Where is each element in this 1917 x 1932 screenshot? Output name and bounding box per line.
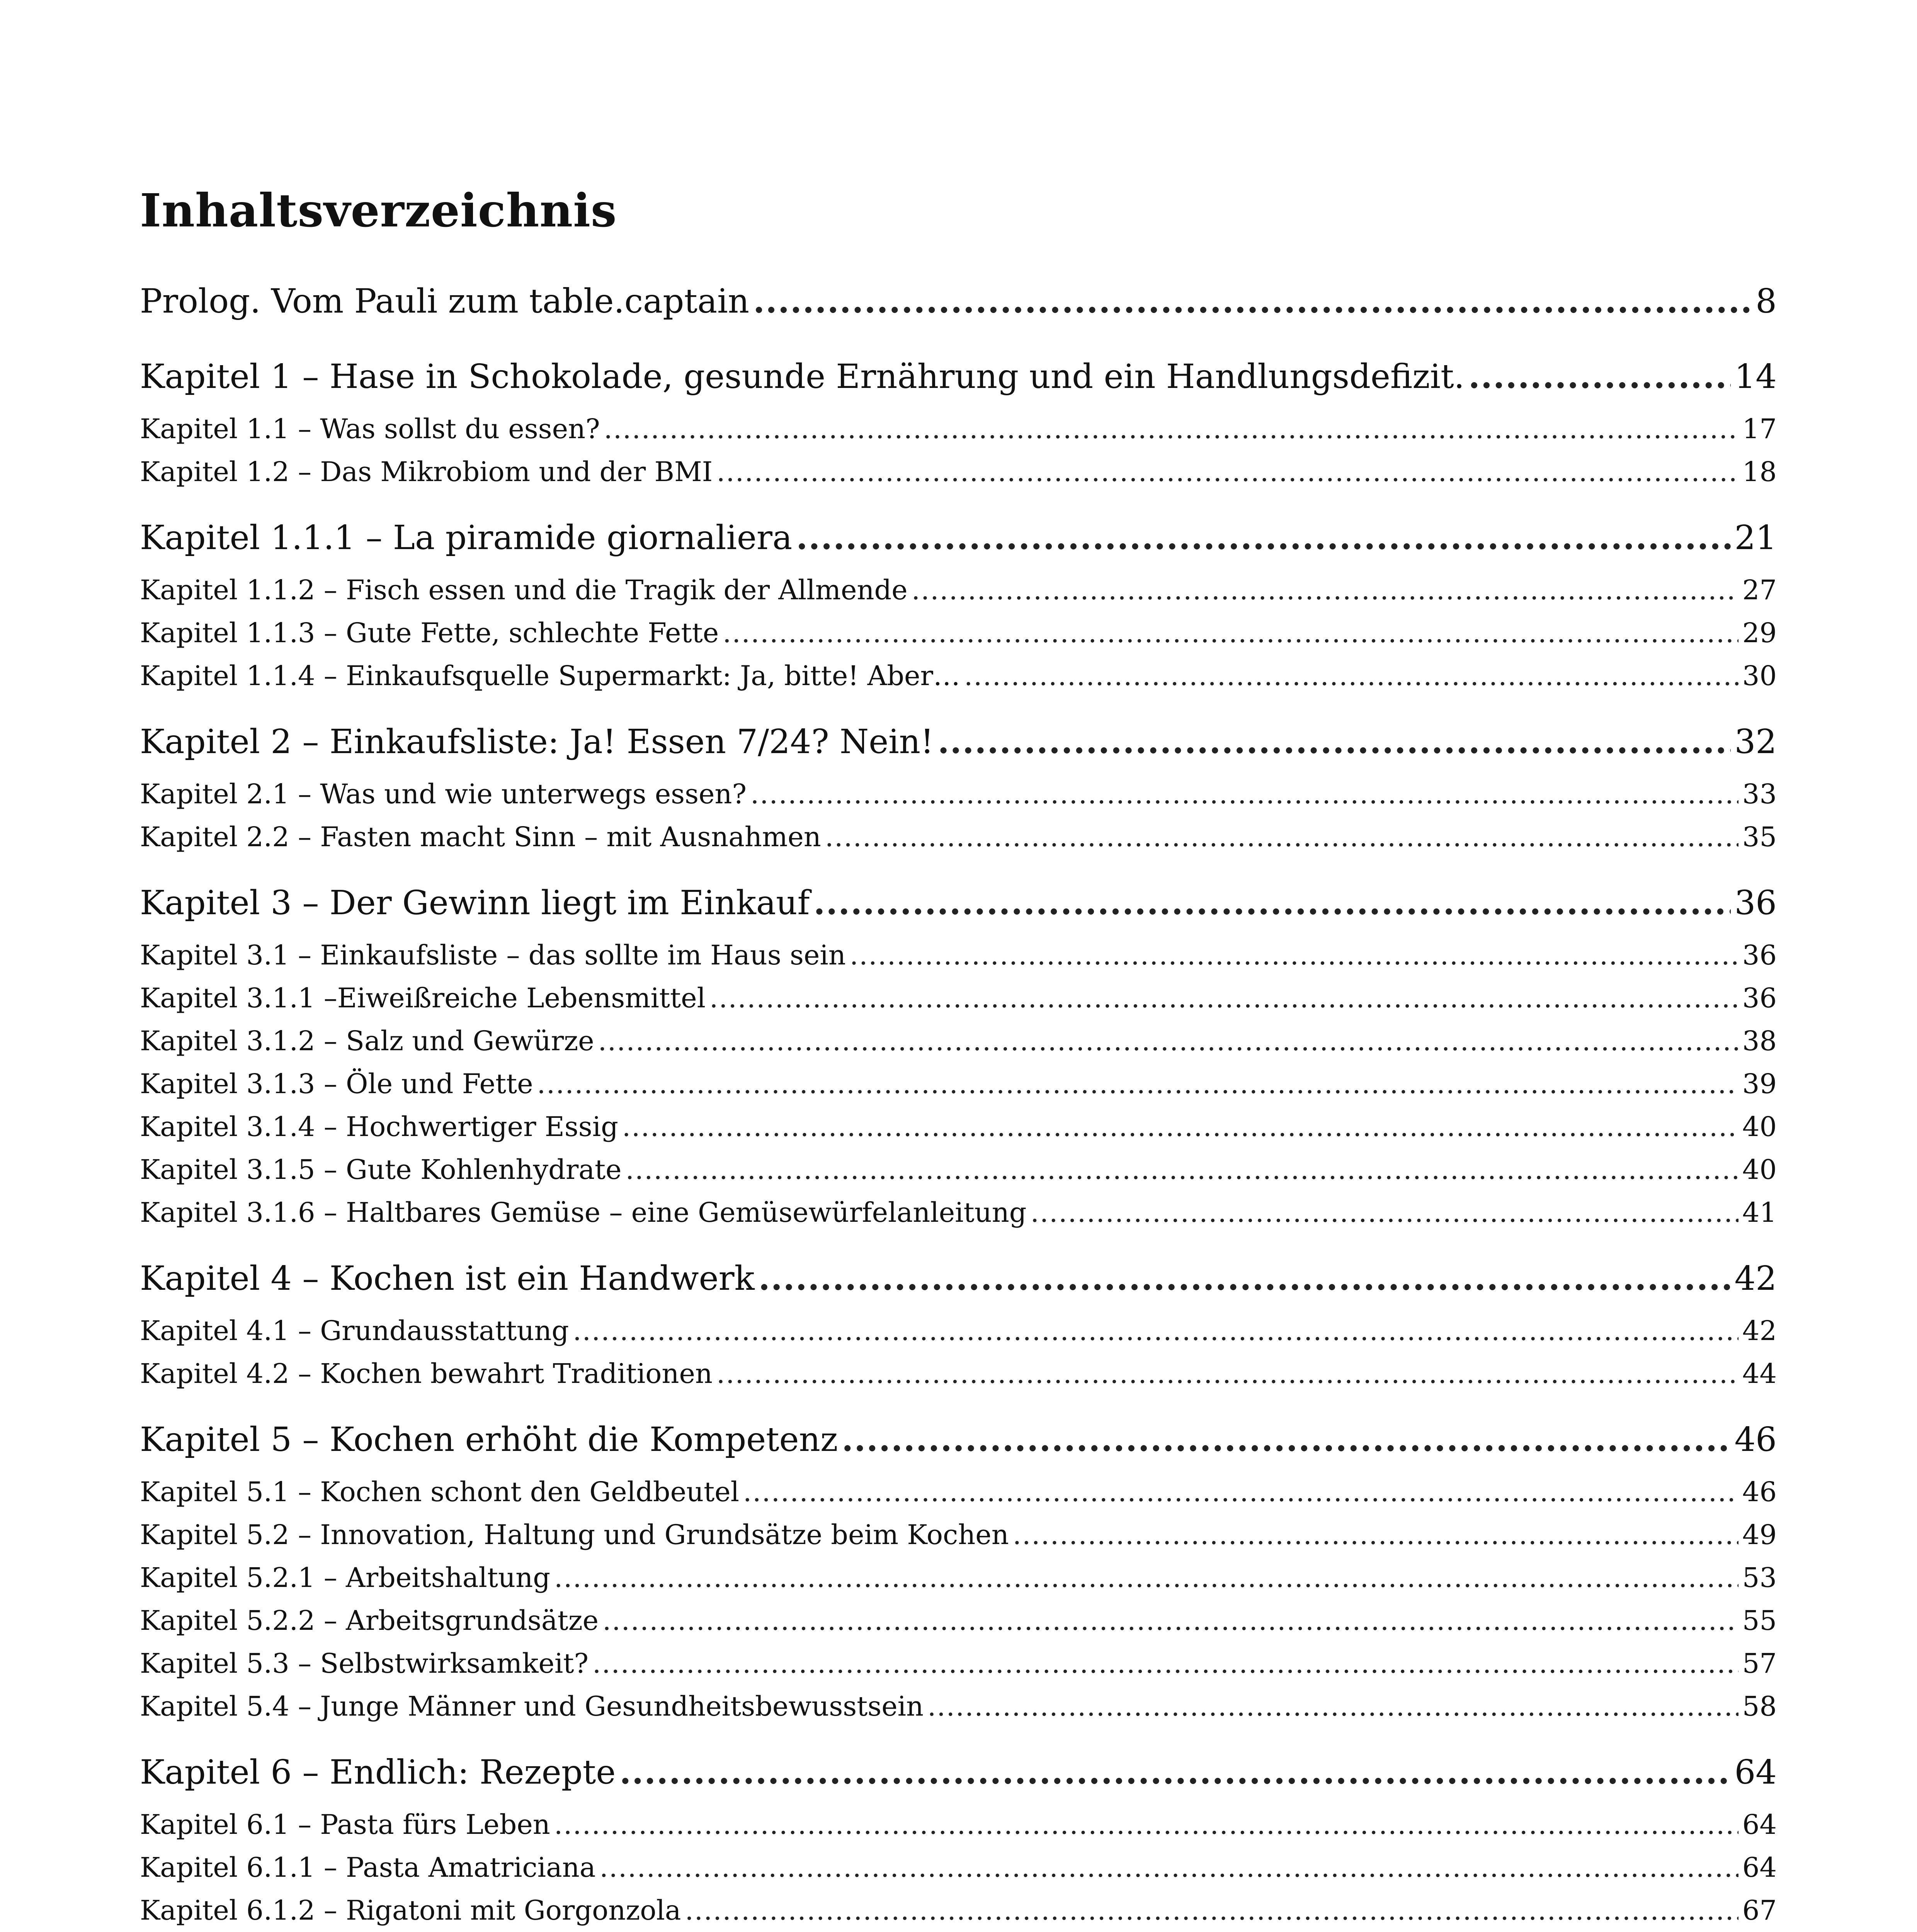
dot-leader xyxy=(622,1105,1738,1148)
toc-entry-page-number: 41 xyxy=(1742,1197,1777,1228)
toc-section-entry[interactable] xyxy=(140,1846,1777,1889)
toc-entry-page-number: 21 xyxy=(1734,519,1777,557)
toc-entry-page-number: 36 xyxy=(1734,884,1777,922)
toc-entry-label: Kapitel 5.4 – Junge Männer und Gesundheitsbewusstsein xyxy=(140,1690,924,1722)
toc-group xyxy=(140,872,1777,1234)
toc-entry-page-number: 32 xyxy=(1734,723,1777,761)
toc-group xyxy=(140,346,1777,493)
toc-section-entry[interactable] xyxy=(140,1642,1777,1685)
toc-section-entry[interactable] xyxy=(140,977,1777,1020)
toc-entry-page-number: 33 xyxy=(1742,778,1777,810)
toc-entry-label: Kapitel 1 – Hase in Schokolade, gesunde Ernährung und ein Handlungsdefizit. xyxy=(140,357,1465,396)
toc-entry-label: Kapitel 6.1.2 – Rigatoni mit Gorgonzola xyxy=(140,1895,681,1926)
dot-leader xyxy=(592,1642,1738,1685)
toc-entry-page-number: 67 xyxy=(1742,1895,1777,1926)
toc-entry-label: Kapitel 3.1.6 – Haltbares Gemüse – eine Gemüsewürfelanleitung xyxy=(140,1197,1027,1228)
page-title: Inhaltsverzeichnis xyxy=(140,184,617,237)
toc-section-entry[interactable] xyxy=(140,1685,1777,1728)
toc-section-entry[interactable] xyxy=(140,1020,1777,1063)
toc-entry-page-number: 8 xyxy=(1755,282,1777,321)
toc-entry-label: Kapitel 5.3 – Selbstwirksamkeit? xyxy=(140,1648,589,1679)
toc-section-entry[interactable] xyxy=(140,1803,1777,1846)
dot-leader xyxy=(716,1352,1738,1395)
toc-chapter-entry[interactable] xyxy=(140,711,1777,773)
dot-leader xyxy=(685,1889,1738,1932)
toc-entry-page-number: 18 xyxy=(1742,456,1777,488)
toc-section-entry[interactable] xyxy=(140,1310,1777,1352)
dot-leader xyxy=(1013,1514,1738,1556)
toc-entry-label: Kapitel 3 – Der Gewinn liegt im Einkauf xyxy=(140,884,810,922)
toc-entry-page-number: 38 xyxy=(1742,1025,1777,1057)
dot-leader xyxy=(723,612,1738,655)
dot-leader xyxy=(598,1020,1738,1063)
toc-entry-label: Kapitel 1.1 – Was sollst du essen? xyxy=(140,413,600,445)
toc-section-entry[interactable] xyxy=(140,655,1777,697)
toc-section-entry[interactable] xyxy=(140,408,1777,451)
toc-entry-page-number: 46 xyxy=(1742,1476,1777,1508)
toc-entry-page-number: 42 xyxy=(1734,1259,1777,1298)
toc-entry-label: Kapitel 3.1.3 – Öle und Fette xyxy=(140,1068,533,1100)
toc-entry-page-number: 64 xyxy=(1742,1809,1777,1840)
dot-leader xyxy=(743,1471,1738,1514)
toc-entry-label: Kapitel 1.1.2 – Fisch essen und die Tragik der Allmende xyxy=(140,574,908,606)
toc-entry-page-number: 27 xyxy=(1742,574,1777,606)
toc-section-entry[interactable] xyxy=(140,1352,1777,1395)
toc-entry-page-number: 64 xyxy=(1734,1753,1777,1792)
dot-leader xyxy=(796,507,1730,569)
dot-leader xyxy=(842,1409,1730,1471)
toc-entry-page-number: 36 xyxy=(1742,982,1777,1014)
toc-entry-label: Kapitel 5.1 – Kochen schont den Geldbeutel xyxy=(140,1476,740,1508)
dot-leader xyxy=(604,408,1738,451)
toc-entry-label: Kapitel 6 – Endlich: Rezepte xyxy=(140,1753,616,1792)
dot-leader xyxy=(750,773,1738,816)
toc-section-entry[interactable] xyxy=(140,1514,1777,1556)
toc-group xyxy=(140,270,1777,332)
dot-leader xyxy=(927,1685,1738,1728)
toc-section-entry[interactable] xyxy=(140,1471,1777,1514)
toc-section-entry[interactable] xyxy=(140,1063,1777,1105)
dot-leader xyxy=(554,1556,1738,1599)
toc-section-entry[interactable] xyxy=(140,451,1777,493)
toc-chapter-entry[interactable] xyxy=(140,1248,1777,1310)
dot-leader xyxy=(619,1742,1730,1803)
toc-entry-page-number: 30 xyxy=(1742,660,1777,692)
toc-entry-page-number: 17 xyxy=(1742,413,1777,445)
toc-chapter-entry[interactable] xyxy=(140,1409,1777,1471)
toc-entry-label: Kapitel 1.1.1 – La piramide giornaliera xyxy=(140,519,793,557)
dot-leader xyxy=(825,816,1738,859)
toc-entry-label: Kapitel 2 – Einkaufsliste: Ja! Essen 7/24? Nein! xyxy=(140,723,934,761)
toc-group xyxy=(140,1409,1777,1728)
toc-entry-page-number: 29 xyxy=(1742,617,1777,649)
toc-entry-label: Kapitel 3.1.5 – Gute Kohlenhydrate xyxy=(140,1154,622,1185)
toc-entry-page-number: 44 xyxy=(1742,1358,1777,1389)
toc-section-entry[interactable] xyxy=(140,934,1777,977)
toc-section-entry[interactable] xyxy=(140,1556,1777,1599)
toc-section-entry[interactable] xyxy=(140,773,1777,816)
dot-leader xyxy=(850,934,1738,977)
toc-entry-page-number: 64 xyxy=(1742,1852,1777,1883)
toc-entry-label: Kapitel 4.2 – Kochen bewahrt Traditionen xyxy=(140,1358,713,1389)
toc-entry-label: Kapitel 2.1 – Was und wie unterwegs essen? xyxy=(140,778,747,810)
toc-entry-label: Kapitel 5.2 – Innovation, Haltung und Grundsätze beim Kochen xyxy=(140,1519,1009,1551)
toc-entry-label: Kapitel 3.1.1 –Eiweißreiche Lebensmittel xyxy=(140,982,706,1014)
toc-entry-page-number: 58 xyxy=(1742,1690,1777,1722)
table-of-contents xyxy=(140,270,1777,1932)
toc-entry-page-number: 40 xyxy=(1742,1154,1777,1185)
dot-leader xyxy=(602,1599,1738,1642)
toc-entry-page-number: 57 xyxy=(1742,1648,1777,1679)
toc-entry-page-number: 46 xyxy=(1734,1420,1777,1459)
dot-leader xyxy=(964,655,1738,697)
toc-section-entry[interactable] xyxy=(140,1889,1777,1932)
dot-leader xyxy=(1468,346,1731,408)
toc-entry-label: Kapitel 1.1.3 – Gute Fette, schlechte Fette xyxy=(140,617,719,649)
dot-leader xyxy=(759,1248,1731,1310)
toc-entry-page-number: 39 xyxy=(1742,1068,1777,1100)
toc-group xyxy=(140,711,1777,859)
toc-section-entry[interactable] xyxy=(140,816,1777,859)
toc-chapter-entry[interactable] xyxy=(140,1742,1777,1803)
toc-entry-label: Kapitel 4.1 – Grundausstattung xyxy=(140,1315,569,1347)
dot-leader xyxy=(912,569,1738,612)
toc-entry-label: Kapitel 4 – Kochen ist ein Handwerk xyxy=(140,1259,755,1298)
toc-entry-label: Prolog. Vom Pauli zum table.captain xyxy=(140,282,750,321)
toc-entry-label: Kapitel 5.2.2 – Arbeitsgrundsätze xyxy=(140,1605,599,1636)
toc-entry-label: Kapitel 6.1.1 – Pasta Amatriciana xyxy=(140,1852,596,1883)
dot-leader xyxy=(716,451,1738,493)
toc-chapter-entry[interactable] xyxy=(140,872,1777,934)
toc-section-entry[interactable] xyxy=(140,1191,1777,1234)
toc-entry-page-number: 53 xyxy=(1742,1562,1777,1594)
toc-chapter-entry[interactable] xyxy=(140,270,1777,332)
toc-entry-page-number: 36 xyxy=(1742,939,1777,971)
toc-entry-page-number: 42 xyxy=(1742,1315,1777,1347)
dot-leader xyxy=(813,872,1730,934)
toc-entry-page-number: 40 xyxy=(1742,1111,1777,1143)
dot-leader xyxy=(600,1846,1738,1889)
toc-section-entry[interactable] xyxy=(140,1148,1777,1191)
toc-group xyxy=(140,1248,1777,1395)
toc-entry-page-number: 14 xyxy=(1734,357,1777,396)
toc-entry-label: Kapitel 3.1 – Einkaufsliste – das sollte im Haus sein xyxy=(140,939,846,971)
toc-entry-label: Kapitel 6.1 – Pasta fürs Leben xyxy=(140,1809,550,1840)
toc-entry-page-number: 55 xyxy=(1742,1605,1777,1636)
dot-leader xyxy=(537,1063,1738,1105)
toc-chapter-entry[interactable] xyxy=(140,507,1777,569)
dot-leader xyxy=(938,711,1731,773)
toc-entry-label: Kapitel 5 – Kochen erhöht die Kompetenz xyxy=(140,1420,838,1459)
dot-leader xyxy=(753,270,1752,332)
toc-entry-label: Kapitel 3.1.4 – Hochwertiger Essig xyxy=(140,1111,618,1143)
toc-entry-label: Kapitel 1.1.4 – Einkaufsquelle Supermarkt: Ja, bitte! Aber… xyxy=(140,660,960,692)
toc-group xyxy=(140,1742,1777,1932)
dot-leader xyxy=(709,977,1738,1020)
dot-leader xyxy=(554,1803,1738,1846)
toc-section-entry[interactable] xyxy=(140,569,1777,612)
toc-group xyxy=(140,507,1777,697)
toc-entry-page-number: 35 xyxy=(1742,821,1777,853)
toc-section-entry[interactable] xyxy=(140,1599,1777,1642)
toc-entry-page-number: 49 xyxy=(1742,1519,1777,1551)
dot-leader xyxy=(1031,1191,1738,1234)
toc-entry-label: Kapitel 3.1.2 – Salz und Gewürze xyxy=(140,1025,594,1057)
toc-entry-label: Kapitel 5.2.1 – Arbeitshaltung xyxy=(140,1562,551,1594)
toc-section-entry[interactable] xyxy=(140,1105,1777,1148)
toc-entry-label: Kapitel 2.2 – Fasten macht Sinn – mit Ausnahmen xyxy=(140,821,821,853)
toc-entry-label: Kapitel 1.2 – Das Mikrobiom und der BMI xyxy=(140,456,713,488)
toc-section-entry[interactable] xyxy=(140,612,1777,655)
toc-chapter-entry[interactable] xyxy=(140,346,1777,408)
dot-leader xyxy=(573,1310,1738,1352)
dot-leader xyxy=(626,1148,1738,1191)
